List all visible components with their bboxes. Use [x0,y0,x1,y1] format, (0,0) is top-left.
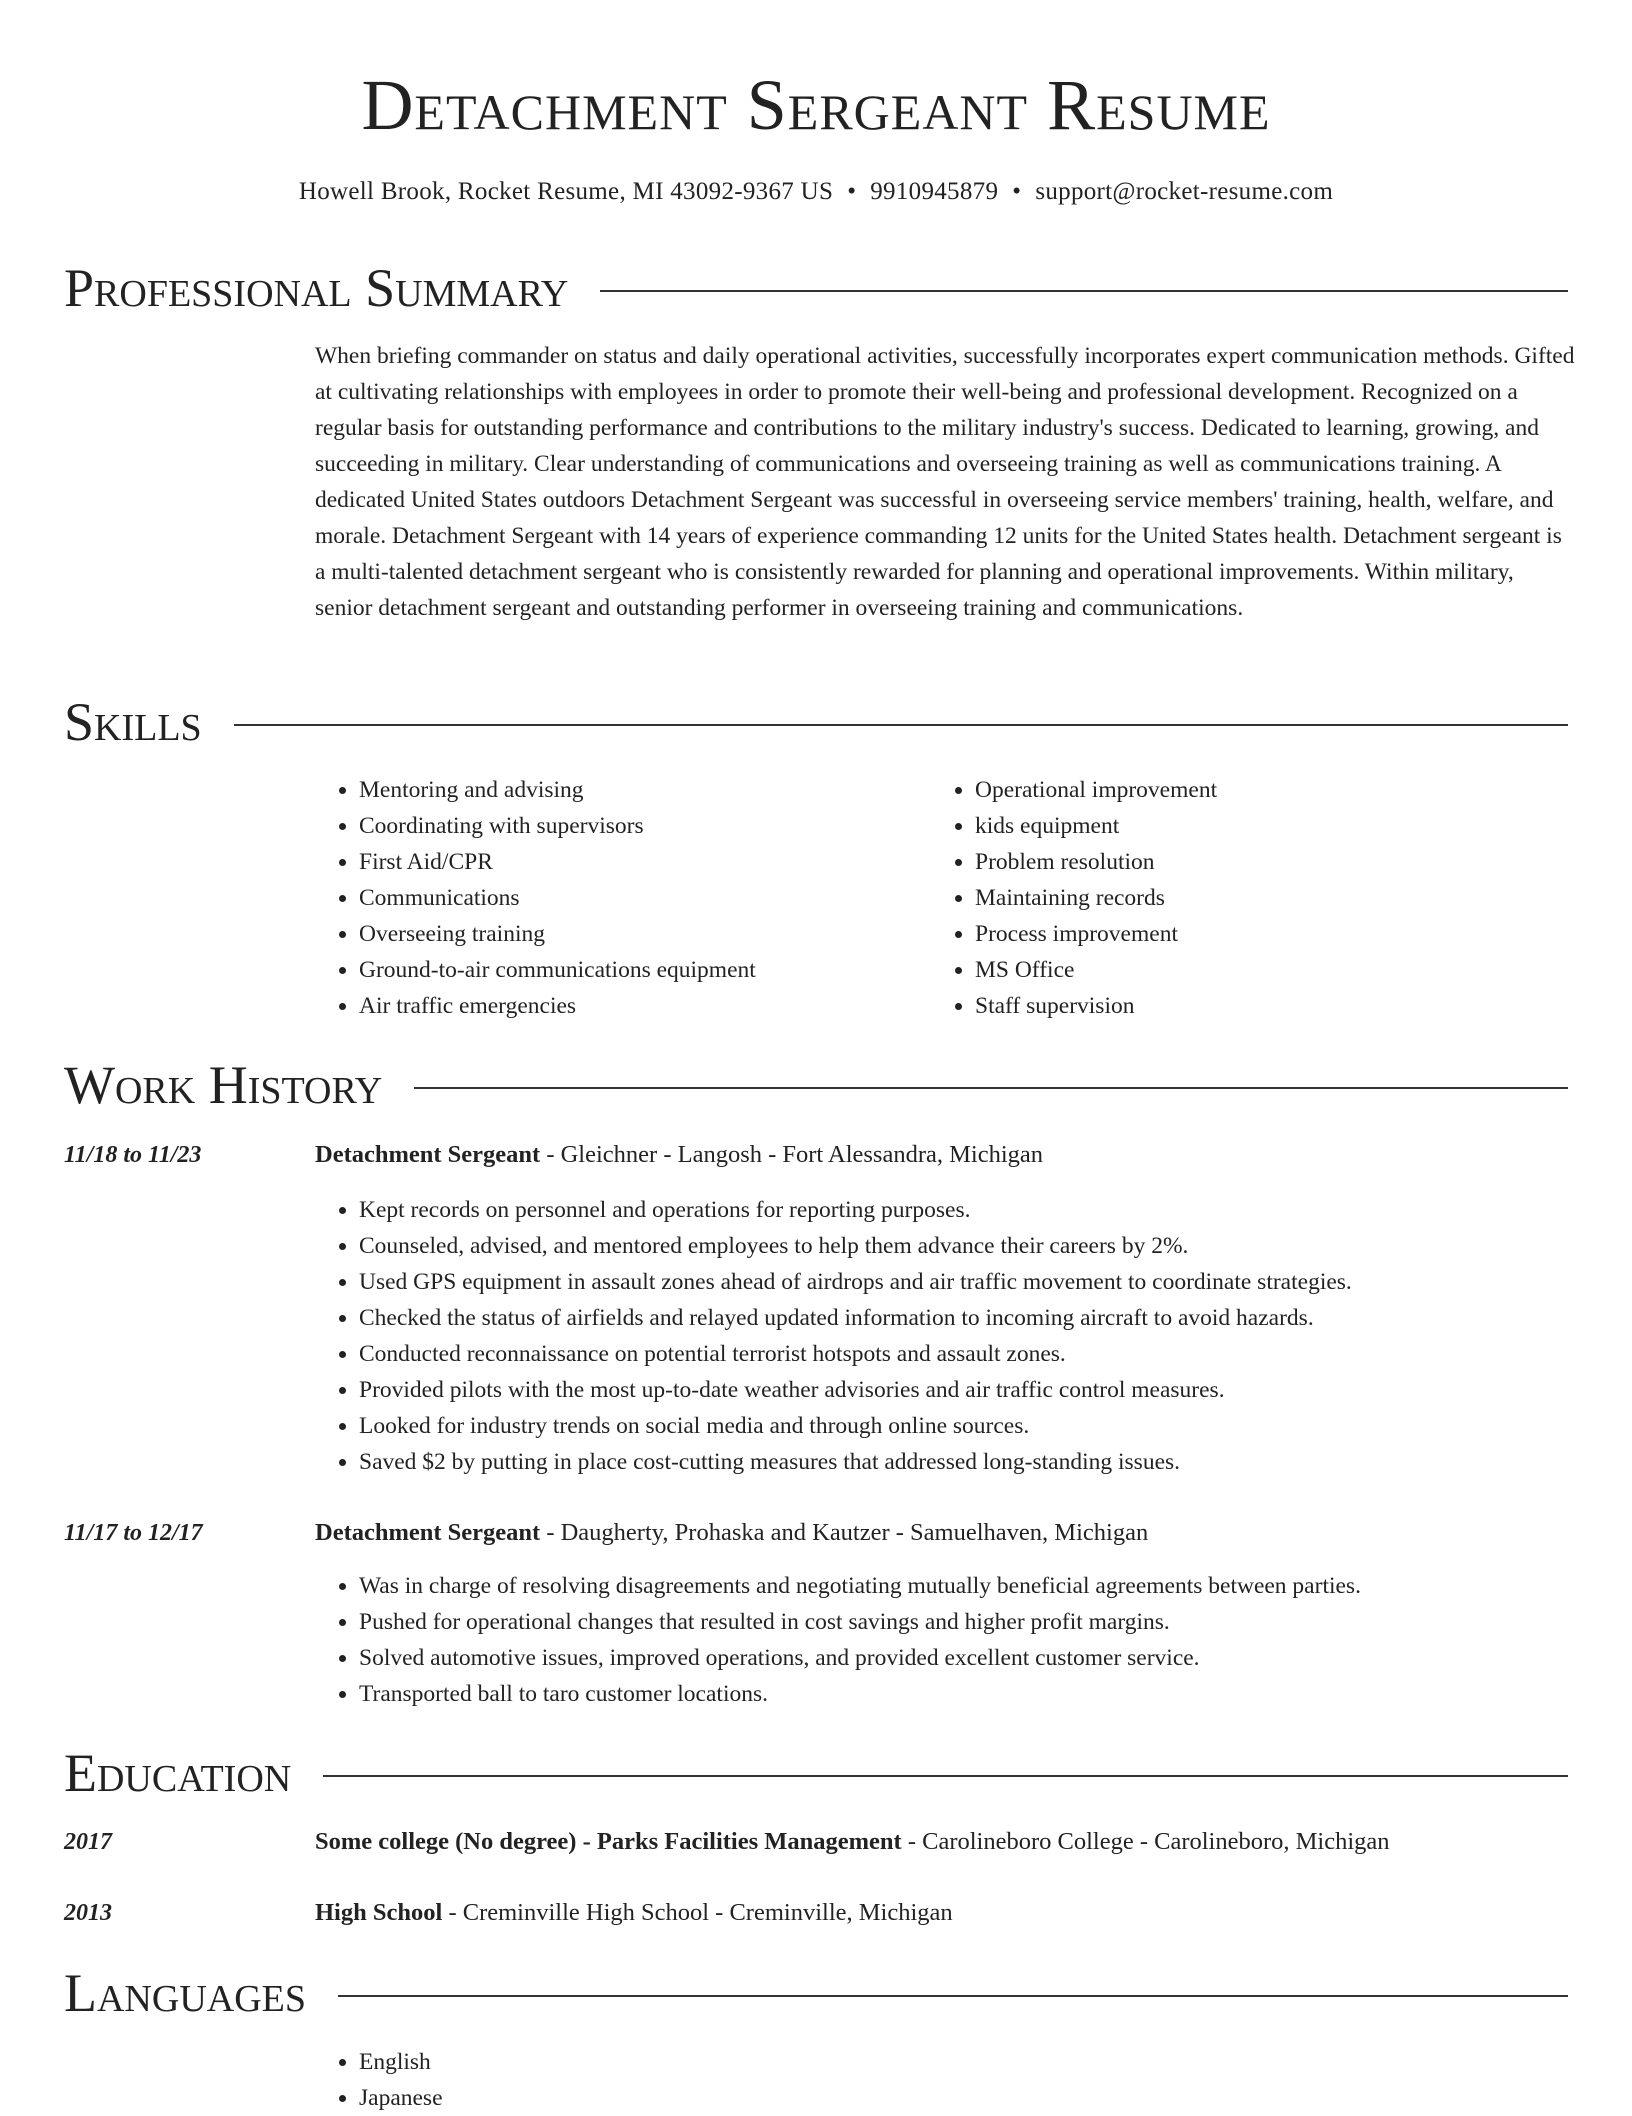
education-year: 2017 [64,1829,112,1855]
summary-text: When briefing commander on status and daily operational activities, successfully incorporates expert communication methods. Gifted at cultivating relationships with employees in order to promote their well-being and professional development. Recognized on a regular basis for outstanding performance and contributions to the military industry's success. Dedicated to learning, growing, and succeeding in military. Clear understanding of communications and overseeing training as well as communications training. A dedicated United States outdoors Detachment Sergeant was successful in overseeing service members' training, health, welfare, and morale. Detachment Sergeant with 14 years of experience commanding 12 units for the United States health. Detachment sergeant is a multi-talented detachment sergeant who is consistently rewarded for planning and operational improvements. Within military, senior detachment sergeant and outstanding performer in overseeing training and communications. [315,343,1575,621]
work-heading: Work History [64,1055,383,1115]
languages-list [315,2044,443,2116]
contact-email[interactable]: support@rocket-resume.com [1035,178,1334,205]
contact-line [0,174,1632,210]
job-dates: 11/18 to 11/23 [64,1142,202,1168]
education-heading: Education [64,1743,292,1803]
skill-item: • Staff supervision [975,988,1217,1024]
languages-section-header [64,1958,1568,2028]
skills-section-header [64,687,1568,757]
education-section-header [64,1738,1568,1808]
summary-heading: Professional Summary [64,258,569,318]
job-bullet: • Kept records on personnel and operations for reporting purposes. [359,1192,1352,1228]
job-bullets [315,1568,1361,1712]
skill-item: • Communications [359,880,756,916]
section-divider [600,290,1568,292]
skill-item: • MS Office [975,952,1217,988]
education-entry [315,1824,1390,1860]
language-item: • Japanese [359,2080,443,2116]
job-details: - Gleichner - Langosh - Fort Alessandra, Michigan [540,1141,1044,1168]
contact-separator: • [1012,178,1022,205]
education-degree: Some college (No degree) - Parks Facilities Management [315,1828,902,1855]
job-dates: 11/17 to 12/17 [64,1520,203,1546]
education-details: - Carolineboro College - Carolineboro, Michigan [901,1828,1390,1855]
job-bullet: • Saved $2 by putting in place cost-cutting measures that addressed long-standing issues. [359,1444,1352,1480]
education-year: 2013 [64,1900,112,1926]
skill-item: • Air traffic emergencies [359,988,756,1024]
skills-heading: Skills [64,692,202,752]
skill-item: • kids equipment [975,808,1217,844]
job-bullets [315,1192,1352,1480]
skill-item: • First Aid/CPR [359,844,756,880]
contact-address: Howell Brook, Rocket Resume, MI 43092-9367 US [298,178,834,205]
job-title: Detachment Sergeant [315,1519,541,1546]
skill-item: • Coordinating with supervisors [359,808,756,844]
job-bullet: • Used GPS equipment in assault zones ahead of airdrops and air traffic movement to coordinate strategies. [359,1264,1352,1300]
job-bullet: • Solved automotive issues, improved operations, and provided excellent customer service. [359,1640,1361,1676]
languages-heading: Languages [64,1963,306,2023]
job-bullet: • Pushed for operational changes that resulted in cost savings and higher profit margins. [359,1604,1361,1640]
resume-title: Detachment Sergeant Resume [361,65,1271,145]
job-bullet: • Conducted reconnaissance on potential terrorist hotspots and assault zones. [359,1336,1352,1372]
skill-item: • Process improvement [975,916,1217,952]
work-section-header [64,1050,1568,1120]
skill-item: • Ground-to-air communications equipment [359,952,756,988]
job-bullet: • Counseled, advised, and mentored employees to help them advance their careers by 2%. [359,1228,1352,1264]
job-bullet: • Checked the status of airfields and relayed updated information to incoming aircraft to avoid hazards. [359,1300,1352,1336]
skills-list-right [931,772,1217,1024]
contact-phone: 9910945879 [870,178,999,205]
skills-list-left [315,772,756,1024]
job-bullet: • Transported ball to taro customer locations. [359,1676,1361,1712]
section-divider [234,724,1568,726]
section-divider [323,1775,1568,1777]
skill-item: • Problem resolution [975,844,1217,880]
job-details: - Daugherty, Prohaska and Kautzer - Samuelhaven, Michigan [540,1519,1149,1546]
job-bullet: • Was in charge of resolving disagreements and negotiating mutually beneficial agreements between parties. [359,1568,1361,1604]
education-entry [315,1895,953,1931]
skill-item: • Overseeing training [359,916,756,952]
contact-separator: • [847,178,857,205]
job-heading [315,1137,1043,1173]
skill-item: • Mentoring and advising [359,772,756,808]
skill-item: • Maintaining records [975,880,1217,916]
skill-item: • Operational improvement [975,772,1217,808]
section-divider [338,1995,1568,1997]
job-bullet: • Provided pilots with the most up-to-date weather advisories and air traffic control measures. [359,1372,1352,1408]
section-divider [414,1087,1568,1089]
education-degree: High School [315,1899,443,1926]
education-details: - Creminville High School - Creminville, Michigan [442,1899,953,1926]
job-bullet: • Looked for industry trends on social media and through online sources. [359,1408,1352,1444]
job-title: Detachment Sergeant [315,1141,541,1168]
language-item: • English [359,2044,443,2080]
summary-section-header [64,253,1568,323]
job-heading [315,1515,1148,1551]
